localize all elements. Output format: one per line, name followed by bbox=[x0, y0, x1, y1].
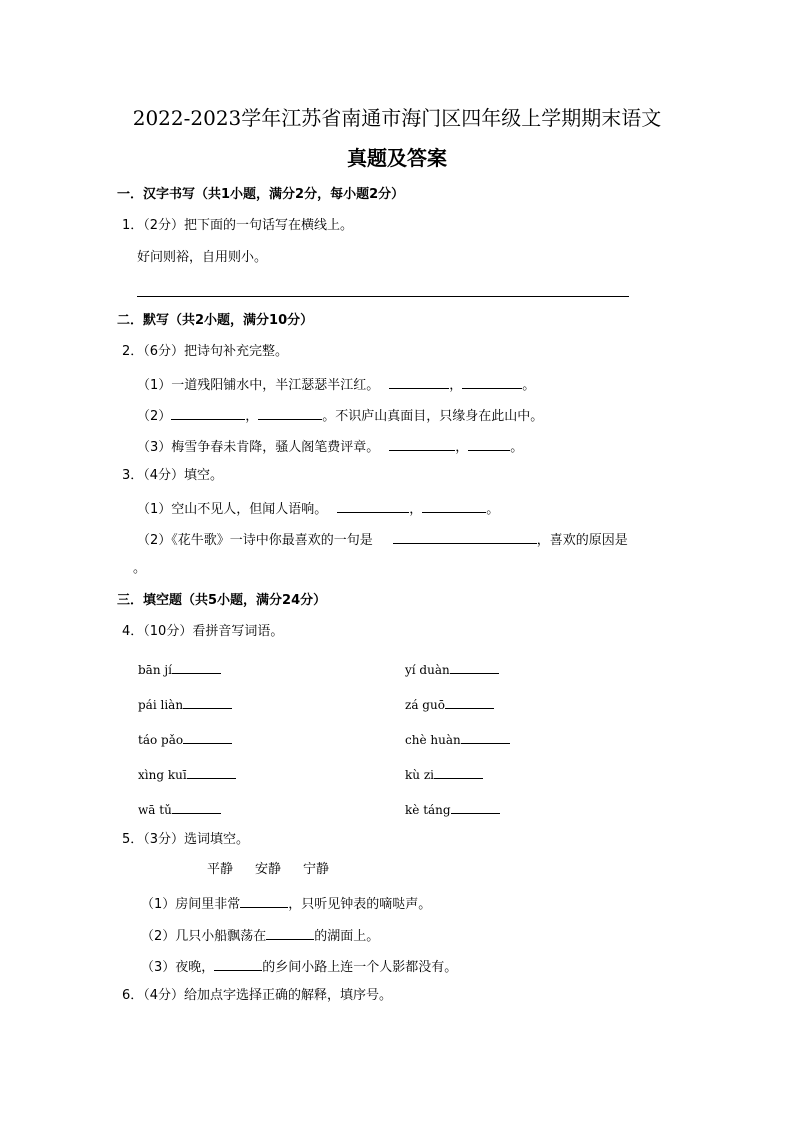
blank[interactable] bbox=[337, 498, 409, 513]
blank[interactable] bbox=[258, 405, 322, 420]
question-item: （1）房间里非常 ，只听见钟表的嘀哒声。 bbox=[141, 893, 431, 914]
blank[interactable] bbox=[434, 764, 483, 779]
question-item: （2）几只小船飘荡在 的湖面上。 bbox=[141, 925, 379, 946]
answer-line[interactable] bbox=[137, 296, 629, 297]
blank[interactable] bbox=[393, 529, 537, 544]
question-item: （2） ， 。不识庐山真面目，只缘身在此山中。 bbox=[137, 405, 543, 426]
blank[interactable] bbox=[389, 436, 455, 451]
blank[interactable] bbox=[451, 799, 500, 814]
question-stem: 4．（10分）看拼音写词语。 bbox=[122, 624, 284, 639]
blank[interactable] bbox=[422, 498, 486, 513]
pinyin-item: wā tǔ bbox=[138, 799, 221, 819]
section-heading: 一．汉字书写（共1小题，满分2分，每小题2分） bbox=[117, 187, 405, 202]
blank[interactable] bbox=[172, 659, 221, 674]
blank[interactable] bbox=[240, 893, 288, 908]
copy-text: 好问则裕，自用则小。 bbox=[137, 250, 268, 265]
blank[interactable] bbox=[187, 764, 236, 779]
question-item: （3）梅雪争春未肯降，骚人阁笔费评章。 ， 。 bbox=[137, 436, 523, 457]
pinyin-item: pái liàn bbox=[138, 694, 232, 714]
question-stem: 6．（4分）给加点字选择正确的解释，填序号。 bbox=[122, 988, 393, 1003]
question-item: （2）《花牛歌》一诗中你最喜欢的一句是 ，喜欢的原因是 bbox=[137, 529, 628, 550]
pinyin-item: kè táng bbox=[405, 799, 500, 819]
blank[interactable] bbox=[461, 729, 510, 744]
period: 。 bbox=[133, 561, 147, 576]
section-heading: 二．默写（共2小题，满分10分） bbox=[117, 313, 314, 328]
document-subtitle: 真题及答案 bbox=[347, 146, 447, 170]
blank[interactable] bbox=[450, 659, 499, 674]
pinyin-item: chè huàn bbox=[405, 729, 510, 749]
blank[interactable] bbox=[183, 729, 232, 744]
document-title: 2022-2023学年江苏省南通市海门区四年级上学期期末语文 bbox=[132, 106, 662, 130]
pinyin-item: xìng kuī bbox=[138, 764, 236, 784]
question-stem: 1．（2分）把下面的一句话写在横线上。 bbox=[122, 218, 354, 233]
section-heading: 三．填空题（共5小题，满分24分） bbox=[117, 593, 327, 608]
blank[interactable] bbox=[462, 374, 522, 389]
pinyin-item: zá guō bbox=[405, 694, 494, 714]
blank[interactable] bbox=[468, 436, 510, 451]
word-choices: 平静 安静 宁静 bbox=[207, 862, 330, 877]
blank[interactable] bbox=[389, 374, 449, 389]
question-item: （3）夜晚， 的乡间小路上连一个人影都没有。 bbox=[141, 956, 457, 977]
blank[interactable] bbox=[171, 405, 245, 420]
blank[interactable] bbox=[266, 925, 314, 940]
blank[interactable] bbox=[445, 694, 494, 709]
pinyin-item: táo pǎo bbox=[138, 729, 232, 749]
blank[interactable] bbox=[214, 956, 262, 971]
blank[interactable] bbox=[183, 694, 232, 709]
pinyin-item: bān jí bbox=[138, 659, 221, 679]
question-item: （1）一道残阳铺水中，半江瑟瑟半江红。 ， 。 bbox=[137, 374, 535, 395]
question-stem: 3．（4分）填空。 bbox=[122, 468, 224, 483]
question-stem: 2．（6分）把诗句补充完整。 bbox=[122, 344, 289, 359]
blank[interactable] bbox=[172, 799, 221, 814]
pinyin-item: yí duàn bbox=[405, 659, 499, 679]
pinyin-item: kù zi bbox=[405, 764, 483, 784]
question-item: （1）空山不见人，但闻人语响。 ， 。 bbox=[137, 498, 499, 519]
question-stem: 5．（3分）选词填空。 bbox=[122, 832, 250, 847]
